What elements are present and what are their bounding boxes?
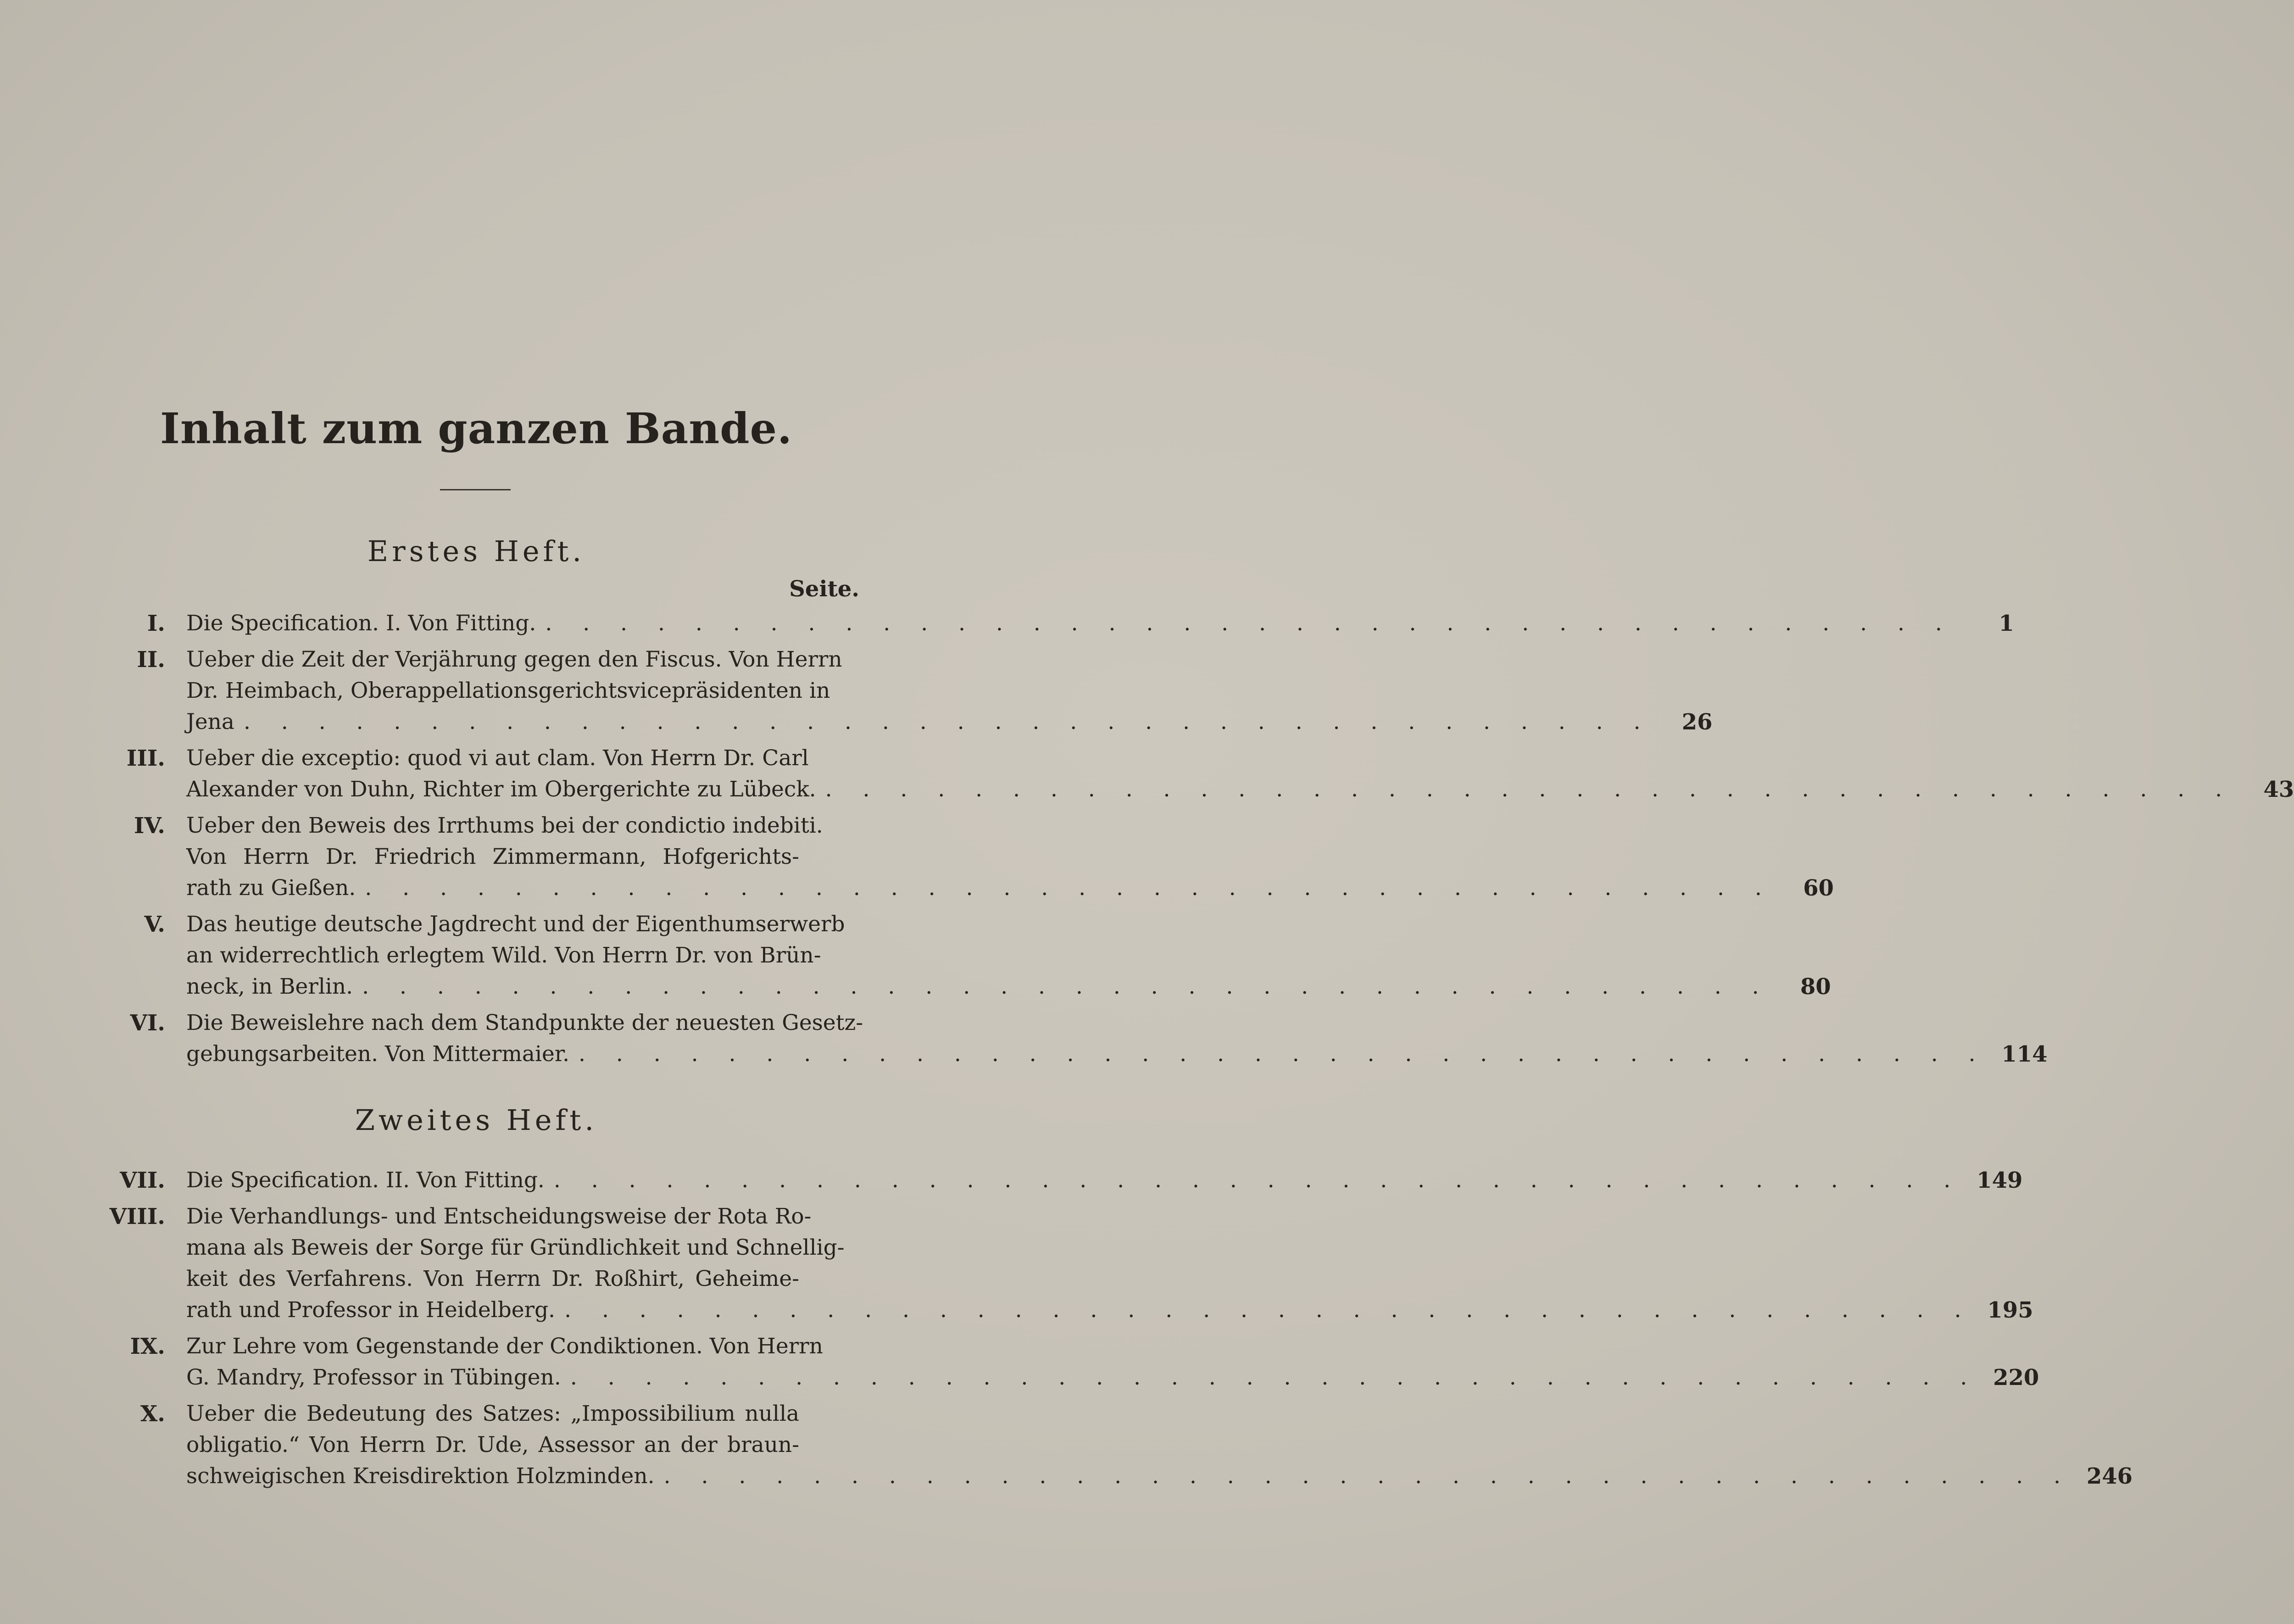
- toc-entry: [106, 1165, 2023, 1196]
- entry-line: keit des Verfahrens. Von Herrn Dr. Roßhirt, Geheime-: [186, 1266, 799, 1291]
- entry-number: III.: [126, 745, 165, 771]
- entry-line: Ueber die Bedeutung des Satzes: „Impossibilium nulla: [186, 1401, 799, 1426]
- entry-line: Die Verhandlungs- und Entscheidungsweise der Rota Ro-: [186, 1204, 812, 1229]
- entry-text: schweigischen Kreisdirektion Holzminden.: [186, 1463, 655, 1489]
- entry-number: IV.: [134, 813, 165, 839]
- entry-last-line: [186, 1461, 2133, 1492]
- section-heading: Zweites Heft.: [355, 1103, 598, 1137]
- entry-number: VIII.: [109, 1204, 165, 1229]
- entry-line: Zur Lehre vom Gegenstande der Condiktionen. Von Herrn: [186, 1334, 823, 1359]
- entry-text: Alexander von Duhn, Richter im Obergerichte zu Lübeck.: [186, 777, 816, 802]
- toc-entry: [106, 644, 1713, 738]
- entry-text: rath und Professor in Heidelberg.: [186, 1297, 556, 1323]
- toc-entry: [106, 608, 2014, 639]
- page-title: Inhalt zum ganzen Bande.: [160, 404, 793, 453]
- toc-entry: [106, 909, 1831, 1002]
- entry-text: Die Specification. I. Von Fitting.: [186, 611, 536, 636]
- entry-text: G. Mandry, Professor in Tübingen.: [186, 1365, 561, 1390]
- section-heading: Erstes Heft.: [367, 534, 585, 568]
- page-number: 60: [1803, 875, 1834, 901]
- entry-number: II.: [137, 647, 165, 673]
- entry-line: Ueber die Zeit der Verjährung gegen den Fiscus. Von Herrn: [186, 647, 842, 672]
- entry-number: VII.: [120, 1168, 165, 1193]
- entry-last-line: [186, 608, 2014, 639]
- dot-leader: [545, 1165, 1963, 1196]
- entry-last-line: [186, 971, 1831, 1002]
- entry-text: Die Specification. II. Von Fitting.: [186, 1168, 545, 1193]
- page-number: 1: [1999, 611, 2014, 636]
- entry-line: Das heutige deutsche Jagdrecht und der Eigenthumserwerb: [186, 912, 845, 937]
- entry-line: an widerrechtlich erlegtem Wild. Von Herrn Dr. von Brün-: [186, 943, 821, 968]
- entry-line: Von Herrn Dr. Friedrich Zimmermann, Hofgerichts-: [186, 844, 799, 869]
- entry-line: mana als Beweis der Sorge für Gründlichkeit und Schnellig-: [186, 1235, 845, 1260]
- page-number: 195: [1987, 1297, 2033, 1323]
- dot-leader: [569, 1039, 1988, 1070]
- dot-leader: [555, 1295, 1973, 1326]
- entry-line: Dr. Heimbach, Oberappellationsgerichtsvicepräsidenten in: [186, 678, 830, 703]
- toc-entry: [106, 810, 1834, 904]
- entry-text: neck, in Berlin.: [186, 974, 353, 999]
- page-number: 114: [2001, 1041, 2048, 1067]
- entry-last-line: [186, 1362, 2039, 1393]
- entry-last-line: [186, 873, 1834, 904]
- dot-leader: [561, 1362, 1979, 1393]
- page-column-label: Seite.: [789, 576, 859, 602]
- page-number: 43: [2263, 777, 2294, 802]
- page-number: 149: [1977, 1168, 2023, 1193]
- page-number: 246: [2086, 1463, 2133, 1489]
- entry-text: Jena: [186, 709, 234, 734]
- dot-leader: [536, 608, 1954, 639]
- entry-line: obligatio.“ Von Herrn Dr. Ude, Assessor an der braun-: [186, 1432, 799, 1457]
- entry-text: rath zu Gießen.: [186, 875, 356, 901]
- entry-number: VI.: [130, 1010, 165, 1036]
- page-number: 80: [1800, 974, 1831, 1000]
- toc-entry: [106, 1398, 2133, 1492]
- entry-last-line: [186, 706, 1713, 738]
- entry-last-line: [186, 774, 2294, 805]
- entry-number: IX.: [130, 1334, 165, 1359]
- dot-leader: [655, 1461, 2073, 1492]
- toc-entry: [106, 1331, 2039, 1393]
- entry-line: Ueber die exceptio: quod vi aut clam. Von Herrn Dr. Carl: [186, 745, 809, 771]
- page-number: 26: [1682, 709, 1713, 735]
- entry-line: Die Beweislehre nach dem Standpunkte der neuesten Gesetz-: [186, 1010, 863, 1035]
- toc-section-2: [106, 1165, 2133, 1497]
- entry-number: V.: [144, 912, 165, 937]
- entry-last-line: [186, 1165, 2023, 1196]
- entry-line: Ueber den Beweis des Irrthums bei der condictio indebiti.: [186, 813, 823, 838]
- dot-leader: [356, 873, 1774, 904]
- entry-last-line: [186, 1039, 2048, 1070]
- toc-entry: [106, 743, 2294, 805]
- title-divider: [440, 489, 511, 490]
- entry-number: I.: [147, 611, 165, 636]
- page-number: 220: [1993, 1365, 2039, 1390]
- dot-leader: [353, 971, 1771, 1002]
- toc-entry: [106, 1007, 2048, 1070]
- entry-number: X.: [140, 1401, 165, 1427]
- dot-leader: [816, 774, 2234, 805]
- toc-section-1: [106, 608, 2294, 1075]
- toc-entry: [106, 1201, 2033, 1326]
- entry-last-line: [186, 1295, 2033, 1326]
- entry-text: gebungsarbeiten. Von Mittermaier.: [186, 1041, 570, 1067]
- dot-leader: [234, 706, 1653, 738]
